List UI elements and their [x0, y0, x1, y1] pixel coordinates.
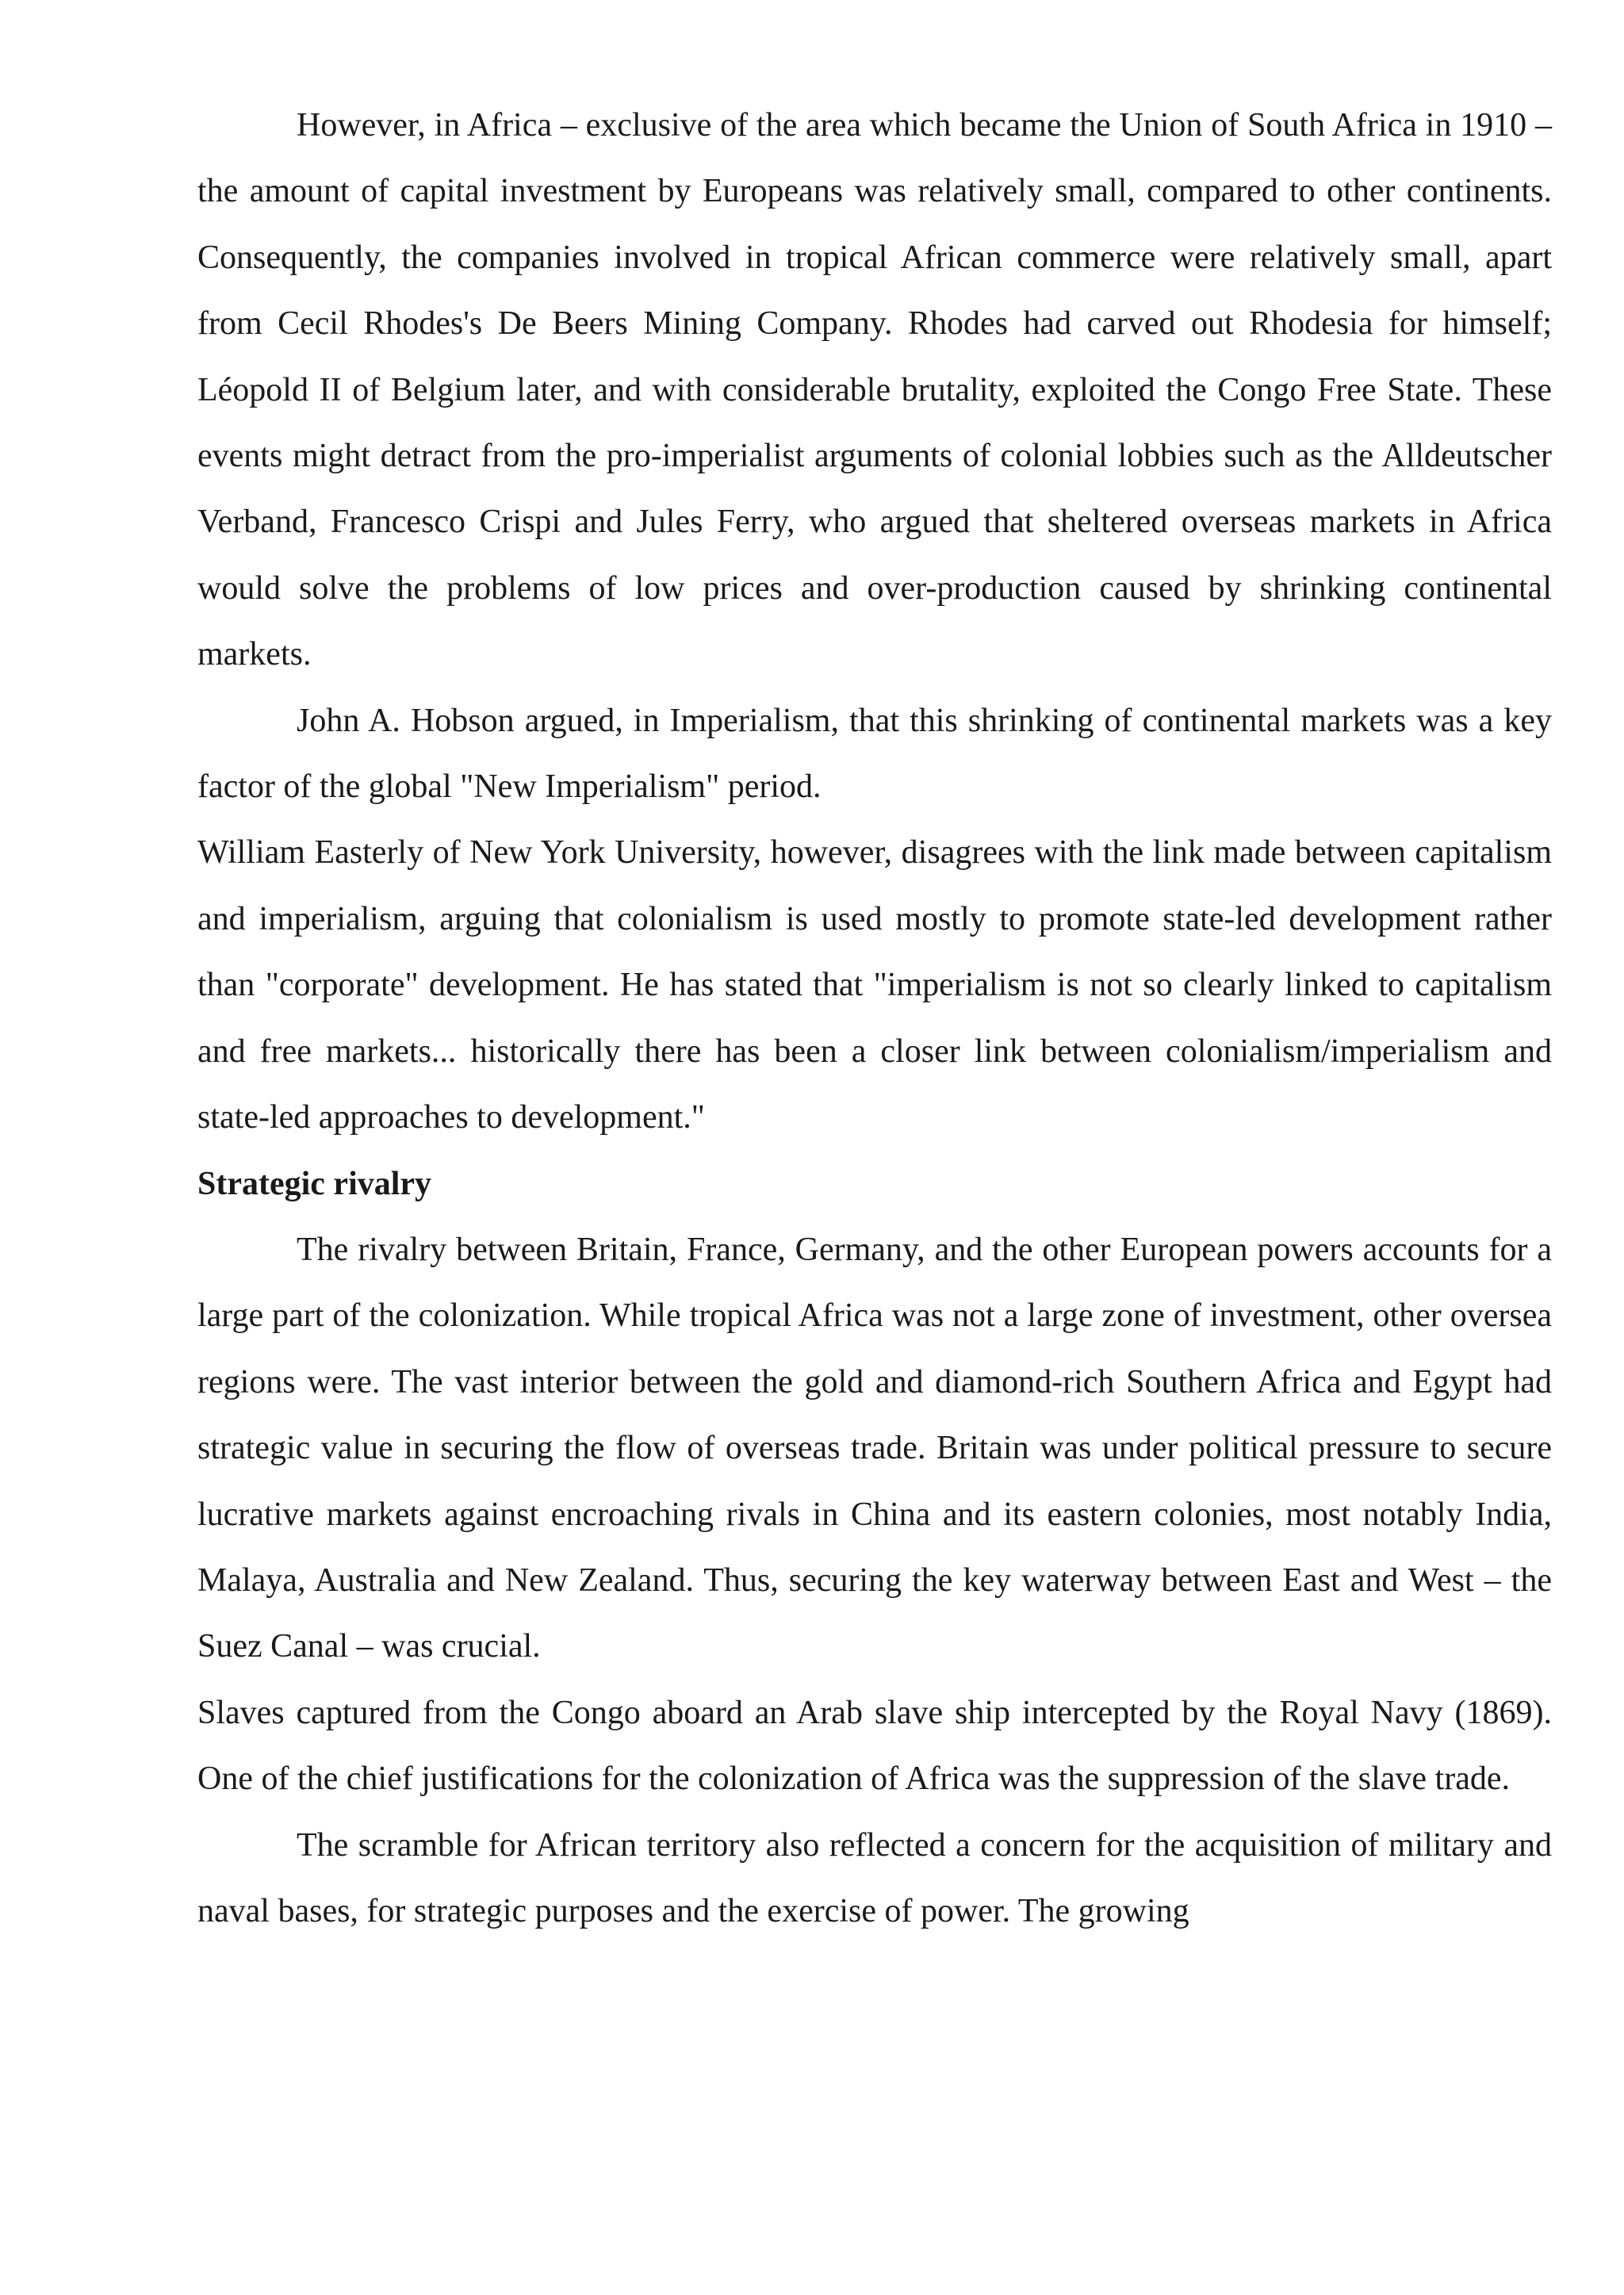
paragraph-easterly: William Easterly of New York University, however, disagrees with the link made between capitalism and imperialism, arguing that colonialism is used mostly to promote state-led development rather than "corporate" development. He has stated that "imperialism is not so clearly linked to capitalism and free markets... historically there has been a closer link between colonialism/imperialism and state-led approaches to development." — [197, 834, 1552, 1136]
paragraph-slave-ship-caption: Slaves captured from the Congo aboard an Arab slave ship intercepted by the Royal Navy (1869). One of the chief justifications for the colonization of Africa was the suppression of the slave trade. — [197, 1694, 1552, 1798]
paragraph-scramble: The scramble for African territory also reflected a concern for the acquisition of military and naval bases, for strategic purposes and the exercise of power. The growing — [197, 1826, 1552, 1929]
paragraph-hobson: John A. Hobson argued, in Imperialism, that this shrinking of continental markets was a key factor of the global "New Imperialism" period. — [197, 702, 1552, 806]
document-body — [197, 93, 1552, 1944]
section-heading-strategic-rivalry: Strategic rivalry — [197, 1165, 432, 1202]
paragraph-rivalry: The rivalry between Britain, France, Germany, and the other European powers accounts for a large part of the colonization. While tropical Africa was not a large zone of investment, other oversea regions were. The vast interior between the gold and diamond-rich Southern Africa and Egypt had strategic value in securing the flow of overseas trade. Britain was under political pressure to secure lucrative markets against encroaching rivals in China and its eastern colonies, most notably India, Malaya, Australia and New Zealand. Thus, securing the key waterway between East and West – the Suez Canal – was crucial. — [197, 1231, 1552, 1665]
paragraph-capital-investment: However, in Africa – exclusive of the area which became the Union of South Africa in 1910 – the amount of capital investment by Europeans was relatively small, compared to other continents. Consequently, the companies involved in tropical African commerce were relatively small, apart from Cecil Rhodes's De Beers Mining Company. Rhodes had carved out Rhodesia for himself; Léopold II of Belgium later, and with considerable brutality, exploited the Congo Free State. These events might detract from the pro-imperialist arguments of colonial lobbies such as the Alldeutscher Verband, Francesco Crispi and Jules Ferry, who argued that sheltered overseas markets in Africa would solve the problems of low prices and over-production caused by shrinking continental markets. — [197, 107, 1552, 673]
